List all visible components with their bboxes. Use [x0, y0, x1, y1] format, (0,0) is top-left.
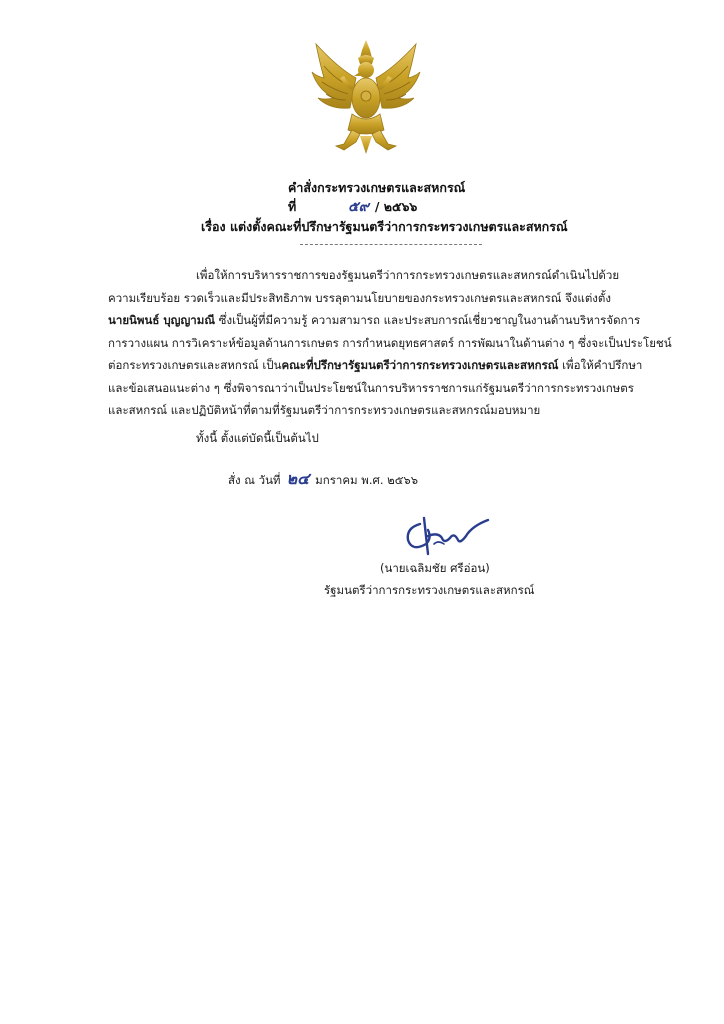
order-number-year: / ๒๕๖๖: [374, 199, 418, 214]
body-line: เพื่อให้การบริหารราชการของรัฐมนตรีว่าการกระทรวงเกษตรและสหกรณ์ดำเนินไปด้วย: [196, 268, 620, 282]
body-line: [108, 354, 643, 377]
header-divider: [300, 244, 482, 245]
body-line: การวางแผน การวิเคราะห์ข้อมูลด้านการเกษตร การกำหนดยุทธศาสตร์ การพัฒนาในด้านต่าง ๆ ซึ่งจะเป็นประโยชน์: [108, 335, 672, 350]
effective-clause: ทั้งนี้ ตั้งแต่บัดนี้เป็นต้นไป: [196, 431, 319, 445]
appointee-name: นายนิพนธ์ บุญญามณี: [108, 313, 215, 327]
garuda-emblem-icon: [310, 38, 422, 156]
body-line: [108, 309, 641, 332]
body-line-text: ต่อกระทรวงเกษตรและสหกรณ์ เป็น: [108, 358, 282, 372]
order-body-paragraph: [108, 264, 672, 422]
date-month-year: มกราคม พ.ศ. ๒๕๖๖: [315, 473, 419, 487]
body-line: และสหกรณ์ และปฏิบัติหน้าที่ตามที่รัฐมนตรีว่าการกระทรวงเกษตรและสหกรณ์มอบหมาย: [108, 403, 541, 417]
handwritten-signature-icon: [398, 510, 494, 558]
body-line-text: ซึ่งเป็นผู้ที่มีความรู้ ความสามารถ และประสบการณ์เชี่ยวชาญในงานด้านบริหารจัดการ: [218, 313, 641, 327]
order-number-value: ๕๙: [348, 199, 369, 215]
order-number-label: ที่: [288, 199, 297, 214]
body-line-text: เพื่อให้คำปรึกษา: [562, 358, 643, 372]
signer-name: (นายเฉลิมชัย ศรีอ่อน): [380, 561, 490, 575]
body-line: และข้อเสนอแนะต่าง ๆ ซึ่งพิจารณาว่าเป็นประโยชน์ในการบริหารราชการแก่รัฐมนตรีว่าการกระทรวงเกษตร: [108, 380, 634, 395]
order-title: คำสั่งกระทรวงเกษตรและสหกรณ์: [288, 180, 466, 195]
order-date: [228, 467, 418, 492]
body-line: ความเรียบร้อย รวดเร็วและมีประสิทธิภาพ บรรลุตามนโยบายของกระทรวงเกษตรและสหกรณ์ จึงแต่งตั้ง: [108, 290, 612, 305]
date-day: ๒๔: [286, 469, 310, 488]
order-number: [288, 196, 417, 218]
order-subject: เรื่อง แต่งตั้งคณะที่ปรึกษารัฐมนตรีว่าการกระทรวงเกษตรและสหกรณ์: [201, 219, 568, 234]
committee-name: คณะที่ปรึกษารัฐมนตรีว่าการกระทรวงเกษตรและสหกรณ์: [281, 358, 559, 372]
date-prefix: สั่ง ณ วันที่: [228, 473, 281, 487]
signer-title: รัฐมนตรีว่าการกระทรวงเกษตรและสหกรณ์: [324, 583, 535, 597]
